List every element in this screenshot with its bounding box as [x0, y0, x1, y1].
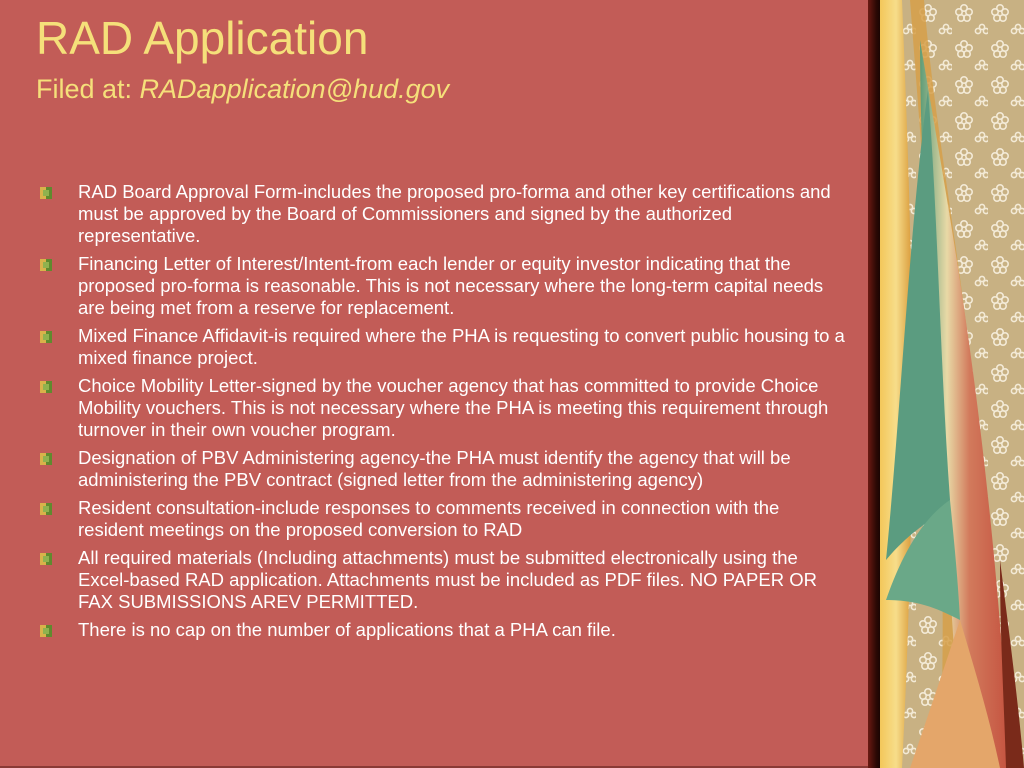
bullet-text: Mixed Finance Affidavit-is required where the PHA is requesting to convert public housing to a mixed finance project. — [78, 325, 845, 368]
bullet-item — [40, 547, 850, 613]
bullet-text: Financing Letter of Interest/Intent-from each lender or equity investor indicating that the proposed pro-forma is reasonable. This is not necessary where the long-term capital needs are being met from a reserve for replacement. — [78, 253, 824, 318]
bullet-item — [40, 447, 850, 491]
bullet-icon — [40, 453, 52, 465]
bullet-text: Resident consultation-include responses to comments received in connection with the resident meetings on the proposed conversion to RAD — [78, 497, 780, 540]
bullet-item — [40, 325, 850, 369]
bullet-text: All required materials (Including attachments) must be submitted electronically using the Excel-based RAD application. Attachments must be included as PDF files. NO PAPER OR FAX SUBMISSIONS AREV PERMITTED. — [78, 547, 817, 612]
bullet-icon — [40, 381, 52, 393]
bullet-list — [40, 181, 850, 647]
bullet-item — [40, 497, 850, 541]
floral-decoration — [880, 0, 1024, 768]
bullet-text: Choice Mobility Letter-signed by the voucher agency that has committed to provide Choice Mobility vouchers. This is not necessary where the PHA is meeting this requirement through turnover in their own voucher program. — [78, 375, 829, 440]
bullet-icon — [40, 503, 52, 515]
bullet-icon — [40, 259, 52, 271]
subtitle-email: RADapplication@hud.gov — [139, 74, 450, 104]
bullet-icon — [40, 187, 52, 199]
bullet-icon — [40, 331, 52, 343]
bullet-item — [40, 375, 850, 441]
bullet-text: RAD Board Approval Form-includes the proposed pro-forma and other key certifications and must be approved by the Board of Commissioners and signed by the authorized representative. — [78, 181, 831, 246]
bullet-item — [40, 181, 850, 247]
bullet-text: Designation of PBV Administering agency-the PHA must identify the agency that will be administering the PBV contract (signed letter from the administering agency) — [78, 447, 791, 490]
decorative-panel — [880, 0, 1024, 768]
bullet-item — [40, 253, 850, 319]
bullet-text: There is no cap on the number of applications that a PHA can file. — [78, 619, 616, 640]
subtitle-prefix: Filed at: — [36, 74, 140, 104]
bullet-icon — [40, 553, 52, 565]
slide-subtitle — [36, 72, 449, 106]
bullet-icon — [40, 625, 52, 637]
bullet-item — [40, 619, 850, 641]
slide-title: RAD Application — [36, 12, 369, 64]
